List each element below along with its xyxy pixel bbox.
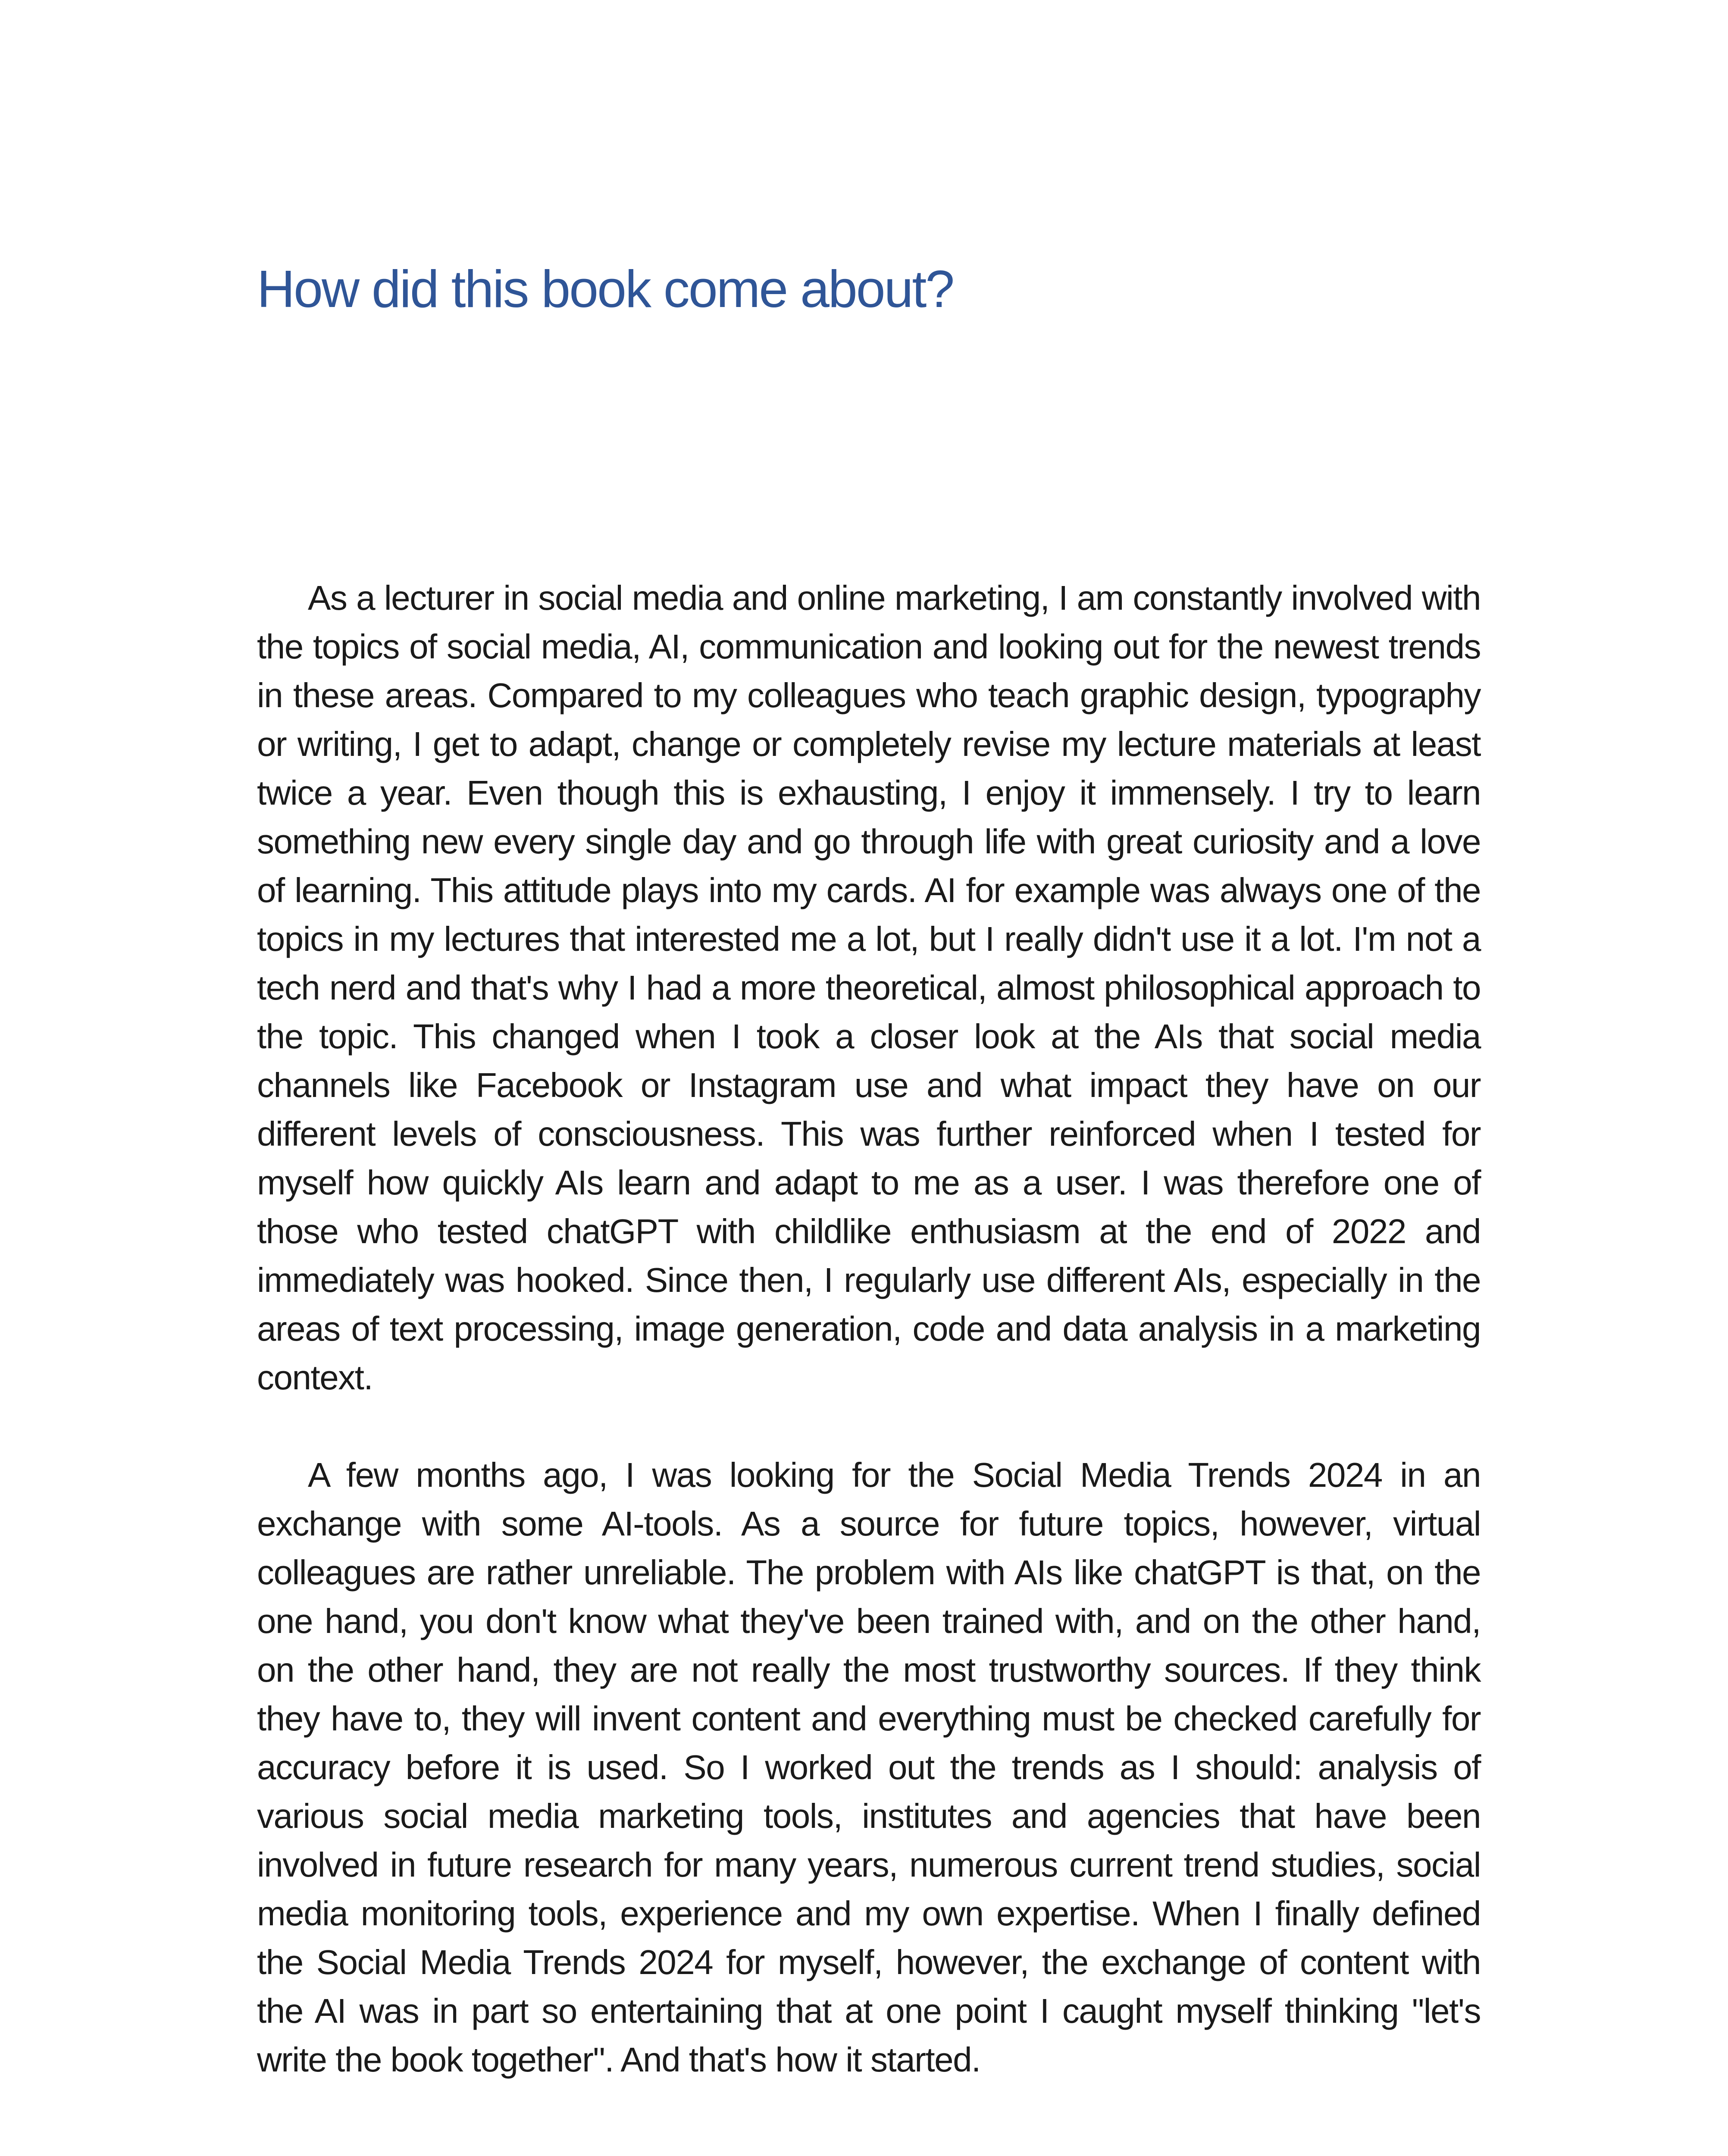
- body-text: [257, 573, 1481, 2084]
- paragraph-1: As a lecturer in social media and online marketing, I am constantly involved with the topics of social media, AI, communication and looking out for the newest trends in these areas. Compared to my colleagues who teach graphic design, typography or writing, I get to adapt, change or completely revise my lecture materials at least twice a year. Even though this is exhausting, I enjoy it immensely. I try to learn something new every single day and go through life with great curiosity and a love of learning. This attitude plays into my cards. AI for example was always one of the topics in my lectures that interested me a lot, but I really didn't use it a lot. I'm not a tech nerd and that's why I had a more theoretical, almost philosophical approach to the topic. This changed when I took a closer look at the AIs that social media channels like Facebook or Instagram use and what impact they have on our different levels of consciousness. This was further reinforced when I tested for myself how quickly AIs learn and adapt to me as a user. I was therefore one of those who tested chatGPT with childlike enthusiasm at the end of 2022 and immediately was hooked. Since then, I regularly use different AIs, especially in the areas of text processing, image generation, code and data analysis in a marketing context.: [257, 579, 1481, 1397]
- chapter-heading: How did this book come about?: [257, 260, 954, 318]
- paragraph-2: A few months ago, I was looking for the Social Media Trends 2024 in an exchange with some AI-tools. As a source for future topics, however, virtual colleagues are rather unreliable. The problem with AIs like chatGPT is that, on the one hand, you don't know what they've been trained with, and on the other hand, on the other hand, they are not really the most trustworthy sources. If they think they have to, they will invent content and everything must be checked carefully for accuracy before it is used. So I worked out the trends as I should: analysis of various social media marketing tools, institutes and agencies that have been involved in future research for many years, numerous current trend studies, social media monitoring tools, experience and my own expertise. When I finally defined the Social Media Trends 2024 for myself, however, the exchange of content with the AI was in part so entertaining that at one point I caught myself thinking "let's write the book together". And that's how it started.: [257, 1456, 1481, 2079]
